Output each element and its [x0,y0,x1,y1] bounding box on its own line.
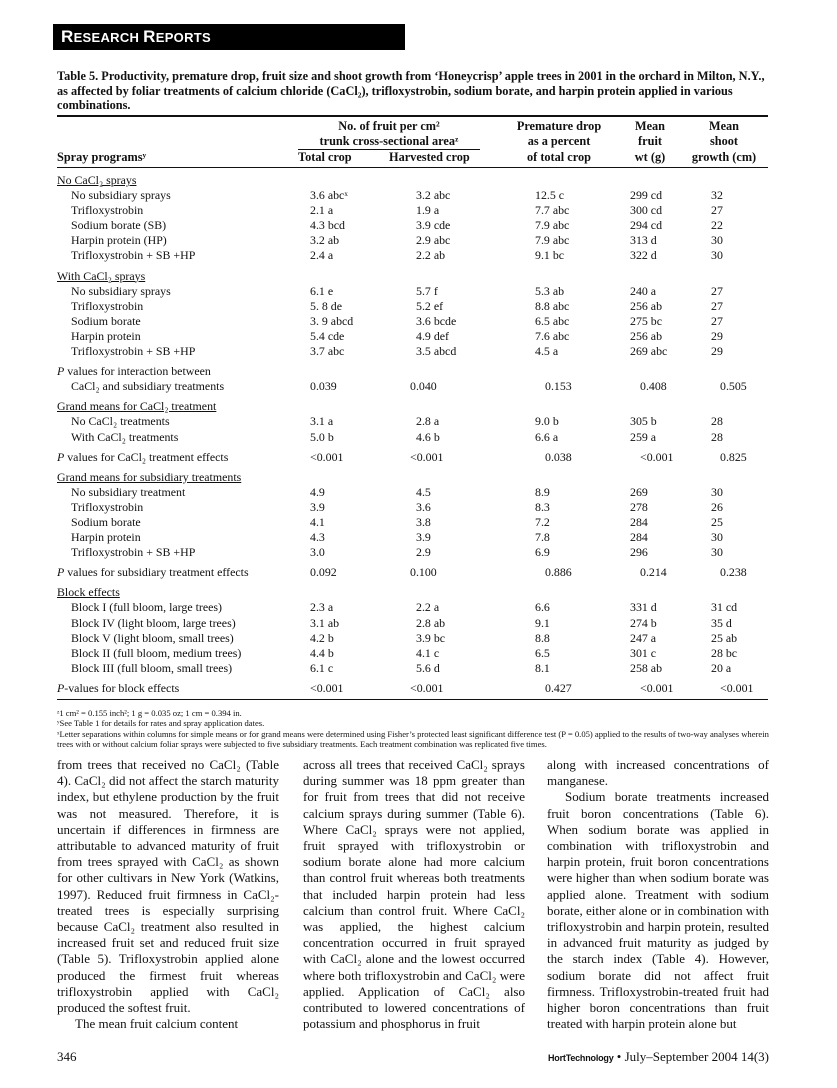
cell-harvested: 3.9 cde [416,218,451,233]
footnote-x: ˣLetter separations within columns for simple means or for grand means were determined using Fisher’s protected least significant difference test (P = 0.05) applied to the results of two-way analyses wherein trees with or without calcium foliar sprays were subjected to five subsidiary treatments. Each treatment combination was replicated five times. [57,728,769,749]
header-harvested-crop: Harvested crop [389,150,470,164]
journal-issue: • July–September 2004 14(3) [616,1049,770,1064]
header-fruit-2: fruit [638,134,662,148]
cell-fruit-wt: 256 ab [630,328,663,343]
cell-shoot: 27 [711,283,723,298]
cell-drop: 0.153 [545,379,572,394]
cell-drop: 9.0 b [535,414,559,429]
cell-shoot: 30 [711,530,723,545]
p-value-label [57,364,211,379]
header-drop-1: Premature drop [516,119,602,133]
cell-drop: 7.9 abc [535,218,570,233]
table-row [57,661,768,676]
cell-fruit-wt: 269 [630,484,648,499]
table-top-rule [57,115,768,117]
row-label: Block IV (light bloom, large trees) [71,615,236,630]
journal-logo: HortTechnology [548,1053,614,1063]
cell-harvested: 3.9 bc [416,630,446,645]
body-column-1 [57,757,279,1032]
header-fruit-per-area-1: No. of fruit per cm² [338,119,440,133]
cell-harvested: 3.2 abc [416,188,451,203]
section-banner: RESEARCH REPORTS [53,24,405,50]
cell-fruit-wt: 259 a [630,429,657,444]
cell-fruit-wt: 299 cd [630,188,663,203]
cell-fruit-wt: 284 [630,514,648,529]
cell-fruit-wt: 256 ab [630,298,663,313]
cell-drop: 6.6 [535,600,550,615]
table-bottom-rule [57,699,768,700]
cell-harvested: 2.2 a [416,600,440,615]
p-symbol: P [57,565,65,580]
cell-fruit-wt: 313 d [630,233,657,248]
cell-fruit-wt: 247 a [630,630,657,645]
cell-total: 3.1 ab [310,615,340,630]
p-symbol: P [57,364,65,379]
cell-total: 0.039 [310,379,337,394]
cell-shoot: 20 a [711,660,732,675]
cell-shoot: 0.238 [720,565,747,580]
cell-total: 3. 9 abcd [310,313,354,328]
row-label: Trifloxystrobin [71,298,144,313]
cell-total: 4.4 b [310,645,334,660]
cell-shoot: 26 [711,499,723,514]
cell-harvested: 0.040 [410,379,437,394]
cell-harvested: 2.8 a [416,414,440,429]
row-label: CaCl₂ and subsidiary treatments [71,379,225,394]
cell-drop: 7.2 [535,514,550,529]
p-symbol: P [57,680,65,695]
table-row [57,344,768,359]
cell-shoot: 30 [711,545,723,560]
row-label: Harpin protein [71,530,141,545]
p-value-label [57,681,179,696]
col1-paragraph-1: from trees that received no CaCl₂ (Table 4). CaCl₂ did not affect the starch maturity index, but ethylene production by the fruit was not measured. Therefore, it is uncertain if differences in firmness are attributable to advanced maturity of fruit from trees sprayed with CaCl₂ as shown for other cultivars in New York (Watkins, 1997). Reduced fruit firmness in CaCl₂-treated trees is especially surprising because CaCl₂ treatment also resulted in increased fruit set and reduced fruit size (Table 5). Trifloxystrobin applied alone produced the firmest fruit whereas trifloxystrobin applied with CaCl₂ produced the softest fruit. [57,757,279,1016]
cell-fruit-wt: 275 bc [630,313,663,328]
cell-shoot: 25 ab [711,630,738,645]
cell-fruit-wt: 269 abc [630,344,668,359]
cell-drop: 8.8 [535,630,550,645]
cell-harvested: <0.001 [410,680,444,695]
cell-total: 4.3 [310,530,325,545]
table-row [57,269,768,284]
cell-shoot: 27 [711,313,723,328]
p-label-text: values for subsidiary treatment effects [64,565,249,580]
cell-harvested: 5.2 ef [416,298,444,313]
table-row [57,314,768,329]
cell-harvested: 4.6 b [416,429,440,444]
cell-total: 3.7 abc [310,344,345,359]
row-label: No subsidiary sprays [71,283,171,298]
cell-harvested: 3.9 [416,530,431,545]
row-label: Sodium borate [71,514,141,529]
section-label: Grand means for CaCl₂ treatment [57,399,217,414]
cell-total: 3.1 a [310,414,334,429]
cell-harvested: 3.5 abcd [416,344,457,359]
cell-harvested: 1.9 a [416,203,440,218]
cell-shoot: 30 [711,484,723,499]
cell-harvested: 3.8 [416,514,431,529]
table-row [57,188,768,203]
cell-drop: 7.6 abc [535,328,570,343]
cell-drop: 7.9 abc [535,233,570,248]
table-caption: Table 5. Productivity, premature drop, fruit size and shoot growth from ‘Honeycrisp’ apple trees in 2001 in the orchard in Milton, N.Y., as affected by foliar treatments of calcium chloride (CaCl₂), trifloxystrobin, sodium borate, and harpin protein applied in various combinations. [57,69,765,112]
cell-total: 4.3 bcd [310,218,346,233]
cell-harvested: 4.5 [416,484,431,499]
cell-fruit-wt: 331 d [630,600,657,615]
cell-total: 5. 8 de [310,298,343,313]
p-label-text: values for interaction between [64,364,211,379]
header-bottom-rule [57,167,768,168]
cell-shoot: 35 d [711,615,732,630]
cell-drop: 8.1 [535,660,550,675]
table-row [57,485,768,500]
p-symbol: P [57,449,65,464]
table-row [57,515,768,530]
table-body [57,173,768,696]
cell-shoot: 29 [711,344,723,359]
cell-harvested: 2.9 abc [416,233,451,248]
table-row [57,585,768,600]
col3-paragraph-1: along with increased concentrations of manganese. [547,757,769,789]
cell-fruit-wt: 301 c [630,645,657,660]
cell-drop: 0.427 [545,680,572,695]
cell-harvested: 4.1 c [416,645,440,660]
header-spray-programs: Spray programsʸ [57,150,147,164]
cell-fruit-wt: 278 [630,499,648,514]
cell-total: 6.1 c [310,660,334,675]
header-fruit-per-area-2: trunk cross-sectional areaᶻ [319,134,459,148]
cell-harvested: 2.8 ab [416,615,446,630]
cell-shoot: 31 cd [711,600,738,615]
section-label: With CaCl₂ sprays [57,268,146,283]
cell-harvested: 2.9 [416,545,431,560]
col1-paragraph-2: The mean fruit calcium content [75,1016,239,1032]
cell-fruit-wt: 274 b [630,615,657,630]
cell-fruit-wt: <0.001 [640,449,674,464]
row-label: Trifloxystrobin + SB +HP [71,248,196,263]
header-drop-3: of total crop [527,150,591,164]
cell-drop: 9.1 [535,615,550,630]
cell-total: 3.2 ab [310,233,340,248]
cell-shoot: 27 [711,298,723,313]
cell-shoot: 0.825 [720,449,747,464]
cell-shoot: <0.001 [720,680,754,695]
header-fruit-1: Mean [634,119,666,133]
cell-drop: 7.7 abc [535,203,570,218]
p-label-text: -values for block effects [64,680,180,695]
section-label: No CaCl₂ sprays [57,173,137,187]
cell-total: 5.0 b [310,429,334,444]
cell-total: 4.2 b [310,630,334,645]
cell-shoot: 28 bc [711,645,738,660]
row-label: Sodium borate (SB) [71,218,167,233]
cell-total: <0.001 [310,680,344,695]
table-row [57,414,768,429]
col3-paragraph-2: Sodium borate treatments increased fruit boron concentrations (Table 6). When sodium borate was applied in combination with trifloxystrobin and harpin protein, fruit boron concentrations were higher than when sodium borate was applied alone. Treatment with sodium borate, either alone or in combination with trifloxystrobin and harpin protein, resulted in advanced fruit maturity as judged by the starch index (Table 4). However, sodium borate did not affect fruit firmness. Trifloxystrobin-treated fruit had higher boron concentrations than fruit treated with harpin protein alone but [547,789,770,1032]
cell-harvested: 5.7 f [416,283,438,298]
table-row [57,545,768,560]
p-value-label [57,450,228,465]
journal-footer [548,1049,769,1065]
cell-fruit-wt: 258 ab [630,660,663,675]
cell-total: 2.4 a [310,248,334,263]
table-row [57,233,768,248]
row-label: Sodium borate [71,313,141,328]
cell-drop: 6.5 abc [535,313,570,328]
cell-total: 4.9 [310,484,325,499]
row-label: Block III (full bloom, small trees) [71,660,233,675]
cell-shoot: 30 [711,248,723,263]
table-footnotes [57,708,769,749]
cell-drop: 8.3 [535,499,550,514]
cell-fruit-wt: 0.408 [640,379,667,394]
cell-fruit-wt: 284 [630,530,648,545]
row-label: Trifloxystrobin + SB +HP [71,545,196,560]
cell-harvested: 3.6 [416,499,431,514]
cell-total: 6.1 e [310,283,334,298]
cell-shoot: 25 [711,514,723,529]
row-label: With CaCl₂ treatments [71,429,179,444]
table-row [57,284,768,299]
cell-drop: 7.8 [535,530,550,545]
table-row [57,646,768,661]
table-row [57,379,768,394]
cell-total: 5.4 cde [310,328,345,343]
cell-total: 4.1 [310,514,325,529]
table-row [57,631,768,646]
table-row [57,500,768,515]
cell-drop: 4.5 a [535,344,559,359]
table-row [57,565,768,580]
cell-shoot: 28 [711,414,723,429]
cell-drop: 0.886 [545,565,572,580]
table-row [57,248,768,263]
section-label: Block effects [57,585,120,600]
cell-drop: 12.5 c [535,188,565,203]
footnote-z: ᶻ1 cm² = 0.155 inch²; 1 g = 0.035 oz; 1 cm = 0.394 in. [57,708,242,718]
cell-drop: 5.3 ab [535,283,565,298]
row-label: Block II (full bloom, medium trees) [71,645,242,660]
footnote-y: ʸSee Table 1 for details for rates and spray application dates. [57,718,265,729]
table-row [57,203,768,218]
header-fruit-3: wt (g) [634,150,666,164]
header-drop-2: as a percent [527,134,591,148]
table-row [57,470,768,485]
cell-shoot: 32 [711,188,723,203]
row-label: Trifloxystrobin + SB +HP [71,344,196,359]
row-label: No CaCl₂ treatments [71,414,170,429]
table-row [57,530,768,545]
row-label: No subsidiary sprays [71,188,171,203]
table-row [57,218,768,233]
table-row [57,681,768,696]
row-label: Trifloxystrobin [71,203,144,218]
cell-total: 3.0 [310,545,325,560]
cell-total: 0.092 [310,565,337,580]
header-total-crop: Total crop [298,150,352,164]
cell-drop: 9.1 bc [535,248,565,263]
cell-shoot: 27 [711,203,723,218]
cell-fruit-wt: 294 cd [630,218,663,233]
cell-harvested: 2.2 ab [416,248,446,263]
cell-shoot: 22 [711,218,723,233]
cell-drop: 8.9 [535,484,550,499]
row-label: Block V (light bloom, small trees) [71,630,234,645]
table-row [57,616,768,631]
cell-fruit-wt: 0.214 [640,565,667,580]
table-row [57,329,768,344]
cell-harvested: 3.6 bcde [416,313,457,328]
cell-shoot: 30 [711,233,723,248]
cell-drop: 6.9 [535,545,550,560]
cell-shoot: 0.505 [720,379,747,394]
table-row [57,364,768,379]
table-row [57,399,768,414]
cell-drop: 6.6 a [535,429,559,444]
header-shoot-2: shoot [709,134,739,148]
cell-fruit-wt: 305 b [630,414,657,429]
banner-rest: ESEARCH [73,30,144,45]
cell-total: 2.1 a [310,203,334,218]
cell-drop: 6.5 [535,645,550,660]
cell-drop: 0.038 [545,449,572,464]
cell-harvested: <0.001 [410,449,444,464]
table-row [57,173,768,188]
cell-shoot: 28 [711,429,723,444]
cell-shoot: 29 [711,328,723,343]
cell-total: <0.001 [310,449,344,464]
cell-fruit-wt: 300 cd [630,203,663,218]
cell-fruit-wt: 322 d [630,248,657,263]
cell-harvested: 4.9 def [416,328,450,343]
table-row [57,450,768,465]
cell-total: 2.3 a [310,600,334,615]
cell-fruit-wt: <0.001 [640,680,674,695]
body-column-3 [547,757,769,1032]
body-column-2 [303,757,525,1032]
table-row [57,299,768,314]
p-label-text: values for CaCl₂ treatment effects [64,449,229,464]
cell-total: 3.9 [310,499,325,514]
cell-total: 3.6 abcˣ [310,188,348,203]
cell-drop: 8.8 abc [535,298,570,313]
col2-paragraph-1: across all trees that received CaCl₂ sprays during summer was 18 ppm greater than for fruit from trees that did not receive calcium sprays during summer (Table 6). Where CaCl₂ sprays were not applied, fruit sprayed with trifloxystrobin or sodium borate alone had more calcium than control fruit whereas both treatments that included harpin protein had less calcium than control fruit. Where CaCl₂ was applied, the highest calcium concentration occurred in fruit sprayed with CaCl₂ alone and the lowest occurred where both trifloxystrobin and CaCl₂ were applied. Application of CaCl₂ also contributed to lowered concentrations of potassium and phosphorus in fruit [303,757,525,1032]
cell-harvested: 5.6 d [416,660,440,675]
row-label: Block I (full bloom, large trees) [71,600,223,615]
header-shoot-1: Mean [708,119,740,133]
cell-harvested: 0.100 [410,565,437,580]
header-shoot-3: growth (cm) [691,150,757,164]
row-label: No subsidiary treatment [71,484,186,499]
table-row [57,430,768,445]
row-label: Trifloxystrobin [71,499,144,514]
section-label: Grand means for subsidiary treatments [57,469,242,484]
p-value-label [57,565,249,580]
cell-fruit-wt: 296 [630,545,648,560]
cell-fruit-wt: 240 a [630,283,657,298]
page-number: 346 [57,1049,77,1064]
table-row [57,600,768,615]
row-label: Harpin protein (HP) [71,233,167,248]
row-label: Harpin protein [71,328,141,343]
